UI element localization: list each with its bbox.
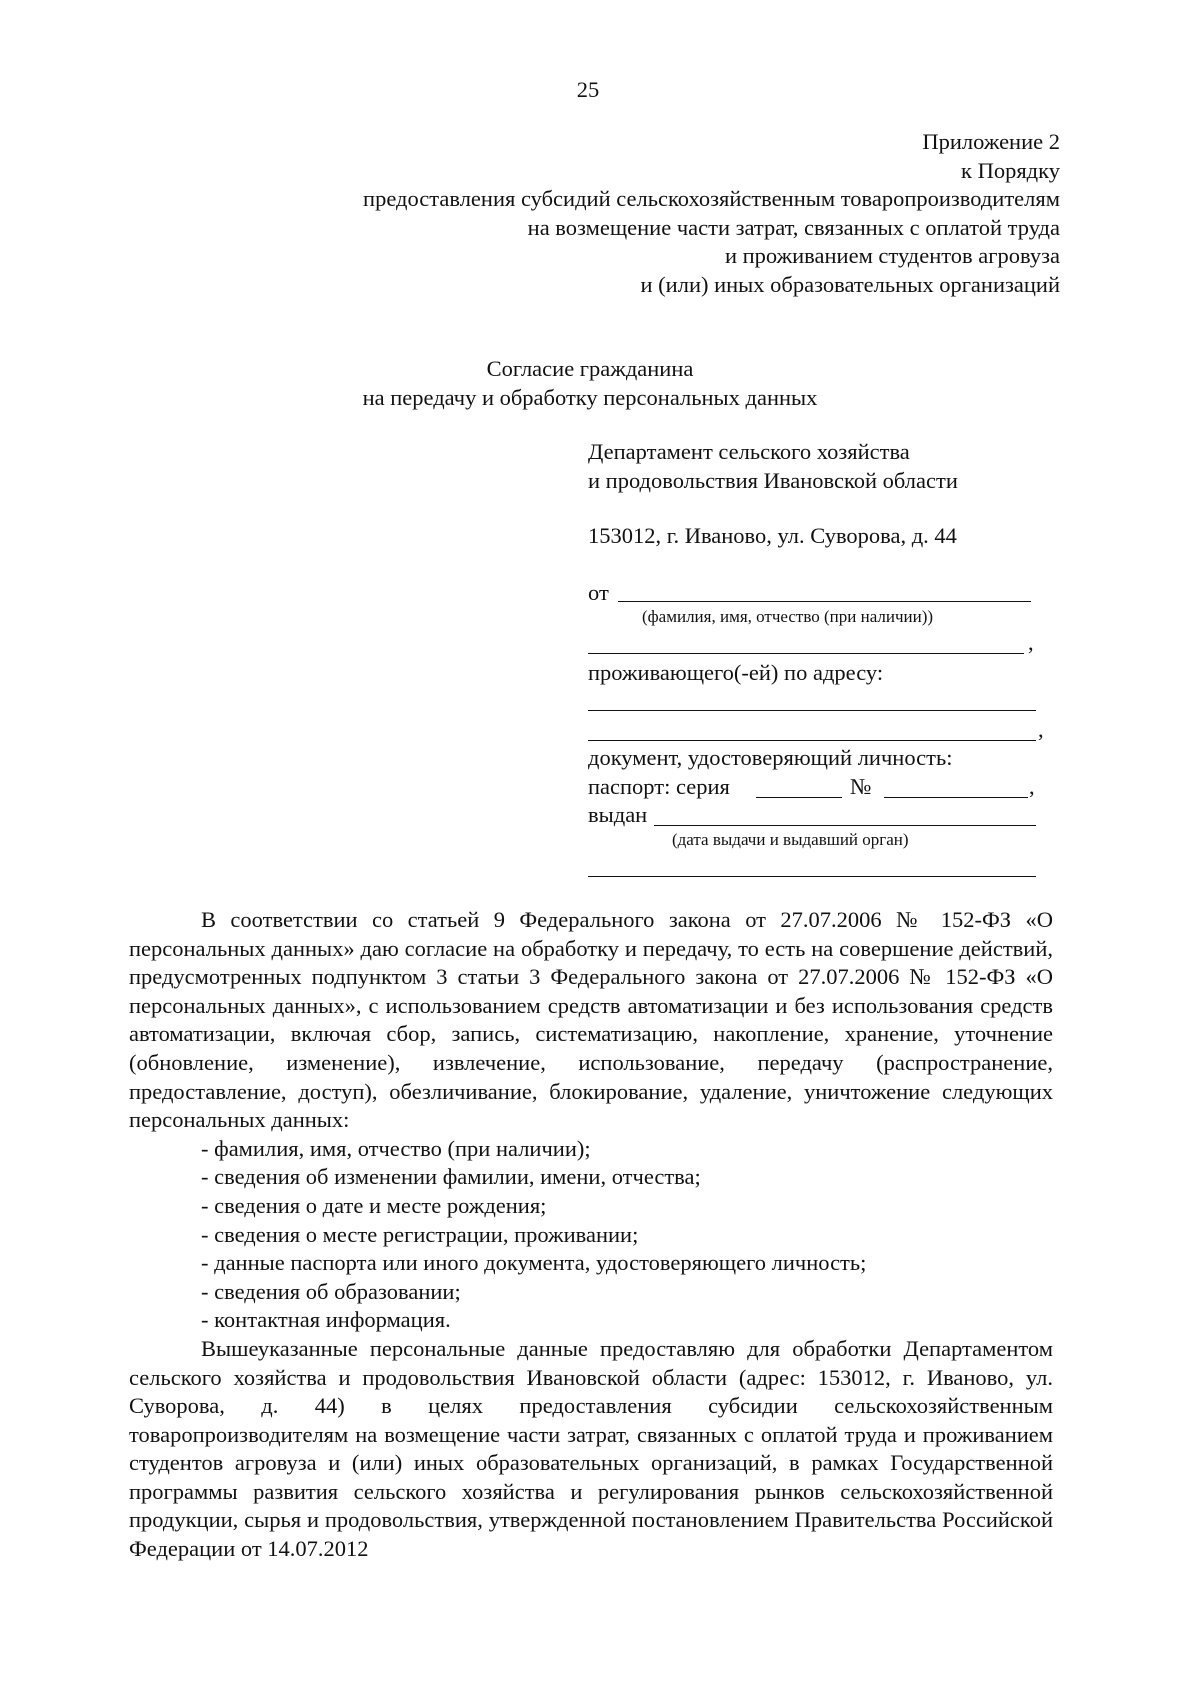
list-item: - данные паспорта или иного документа, удостоверяющего личность; (201, 1250, 867, 1276)
list-item: - сведения об образовании; (201, 1278, 461, 1304)
appendix-line: Приложение 2 (922, 129, 1060, 154)
passport-number-field[interactable] (884, 797, 1028, 798)
from-label: от (588, 580, 609, 605)
issued-field-line-1[interactable] (654, 825, 1036, 826)
issued-hint: (дата выдачи и выдавший орган) (672, 830, 909, 849)
document-title (230, 354, 950, 412)
consent-body (129, 906, 1053, 1564)
fio-comma: , (1028, 630, 1034, 655)
title-line-1: Согласие гражданина (486, 356, 694, 381)
addressee-department (588, 437, 1048, 495)
number-sign: № (850, 774, 872, 799)
fio-field-line-1[interactable] (618, 601, 1031, 602)
address-field-line-1[interactable] (588, 710, 1036, 711)
issued-label: выдан (588, 802, 648, 827)
appendix-line: предоставления субсидий сельскохозяйственным товаропроизводителям (363, 186, 1060, 211)
list-item: - сведения об изменении фамилии, имени, отчества; (201, 1164, 701, 1190)
list-item: - сведения о месте регистрации, проживании; (201, 1221, 639, 1247)
addressee-line-1: Департамент сельского хозяйства (588, 439, 910, 464)
appendix-line: на возмещение части затрат, связанных с оплатой труда (527, 214, 1060, 240)
residing-label: проживающего(-ей) по адресу: (588, 660, 884, 685)
address-comma: , (1038, 717, 1044, 742)
passport-series-field[interactable] (756, 797, 842, 798)
list-item: - фамилия, имя, отчество (при наличии); (201, 1135, 591, 1161)
issued-field-line-2[interactable] (588, 876, 1036, 877)
addressee-line-2: и продовольствия Ивановской области (588, 468, 958, 493)
fio-field-line-2[interactable] (588, 653, 1024, 654)
list-item: - контактная информация. (201, 1307, 451, 1333)
consent-paragraph-2: Вышеуказанные персональные данные предоставляю для обработки Департаментом сельского хозяйства и продовольствия Ивановской области (адрес: 153012, г. Иваново, ул. Суворова, д. 44) в целях предоставления субсидии сельскохозяйственным товаропроизводителям на возмещение части затрат, связанных с оплатой труда и проживанием студентов агровуза и (или) иных образовательных организаций, в рамках Государственной программы развития сельского хозяйства и регулирования рынков сельскохозяйственной продукции, сырья и продовольствия, утвержденной постановлением Правительства Российской Федерации от 14.07.2012 (129, 1335, 1053, 1562)
personal-data-list (129, 1135, 1053, 1335)
appendix-line: к Порядку (961, 157, 1060, 183)
page-number: 25 (576, 77, 600, 102)
addressee-address: 153012, г. Иваново, ул. Суворова, д. 44 (588, 523, 957, 548)
appendix-line: и проживанием студентов агровуза (724, 243, 1060, 268)
list-item: - сведения о дате и месте рождения; (201, 1192, 547, 1218)
appendix-header (200, 128, 1060, 299)
consent-paragraph-1: В соответствии со статьей 9 Федерального закона от 27.07.2006 № 152-ФЗ «О персональных данных» даю согласие на обработку и передачу, то есть на совершение действий, предусмотренных подпунктом 3 статьи 3 Федерального закона от 27.07.2006 № 152-ФЗ «О персональных данных», с использованием средств автоматизации и без использования средств автоматизации, включая сбор, запись, систематизацию, накопление, хранение, уточнение (обновление, изменение), извлечение, использование, передачу (распространение, предоставление, доступ), обезличивание, блокирование, удаление, уничтожение следующих персональных данных: (129, 907, 1053, 1133)
address-field-line-2[interactable] (588, 740, 1036, 741)
passport-series-label: паспорт: серия (588, 774, 730, 799)
title-line-2: на передачу и обработку персональных данных (362, 385, 818, 410)
passport-comma: , (1029, 774, 1035, 799)
id-document-label: документ, удостоверяющий личность: (588, 745, 953, 770)
fio-hint: (фамилия, имя, отчество (при наличии)) (642, 607, 934, 626)
appendix-line: и (или) иных образовательных организаций (640, 271, 1060, 297)
